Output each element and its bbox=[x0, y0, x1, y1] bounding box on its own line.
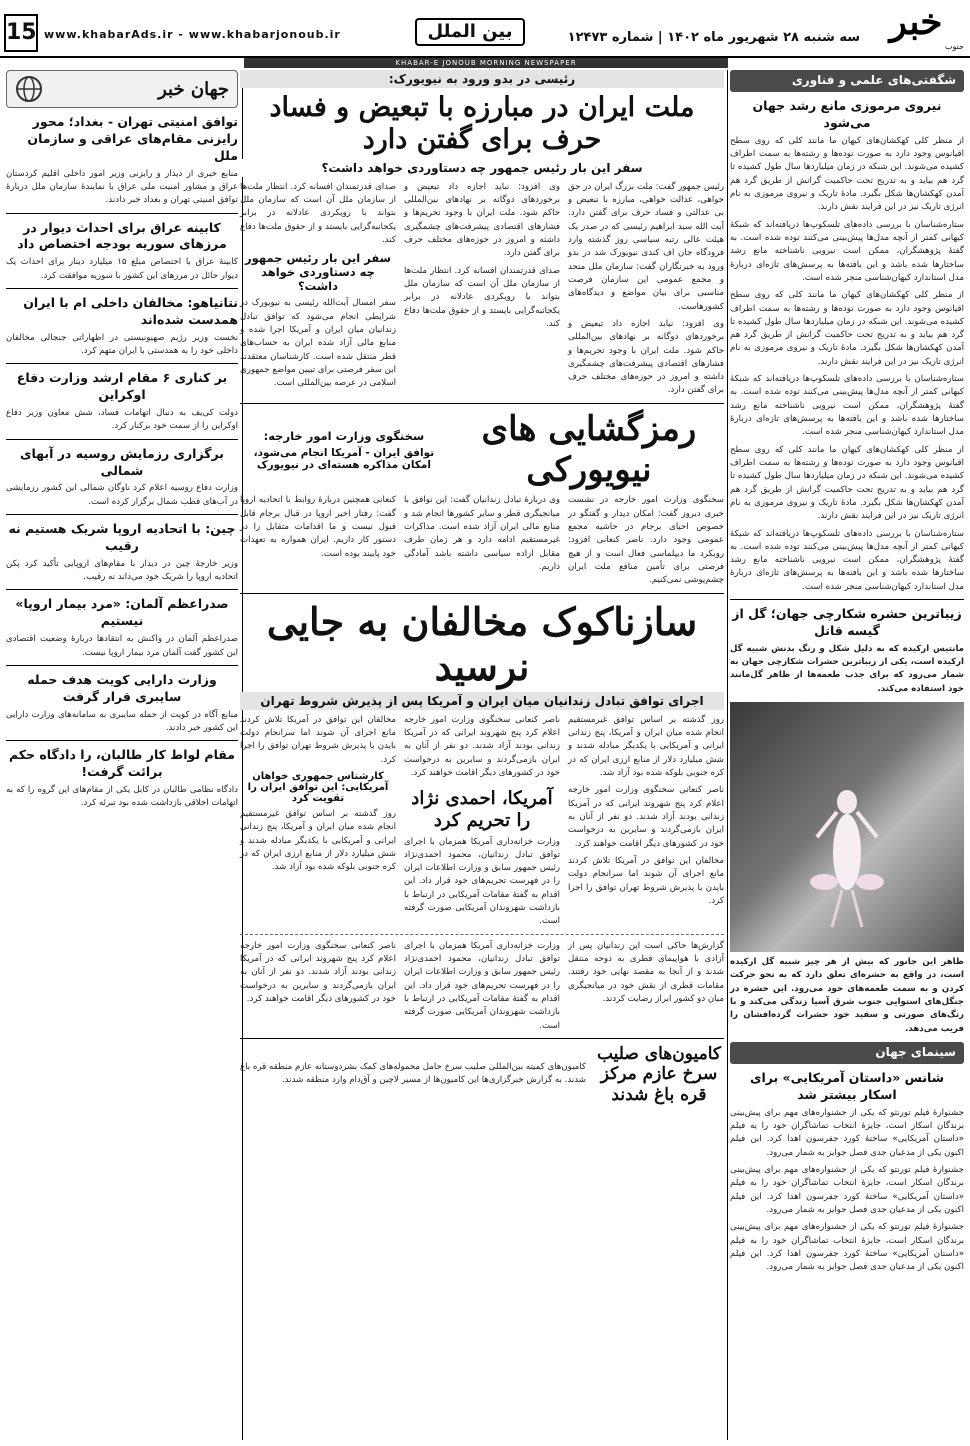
mantis-photo-caption: ظاهر این جانور که بیش از هر چیز شبیه گل ارکیده است، در واقع به حشره‌ای تعلق دارد که به نحو حرکت کردن و به سمت طعمه‌های خود می‌رود. این حشره در جنگل‌های استوایی جنوب شرق آسیا زندگی می‌کند و با رنگ‌های صورتی و سفید خود حشرات گرده‌افشان را فریب می‌دهد. bbox=[730, 957, 964, 1034]
globe-icon bbox=[15, 75, 43, 103]
science-article-body: از منظر کلی کهکشان‌های کیهان ما مانند کلی که روی سطح اقیانوس وجود دارد به صورت توده‌ها و رشته‌ها به سمت اطراف کشیده می‌شوند. این شبکه در زمان میلیاردها سال طول کشیده تا گرد هم بیاید و به تدریج تحت حاکمیت گرانش از طریق گرد هم آمدن کهکشان‌ها شکل بگیرد. مادهٔ تاریک و نیروی مرموزی به نام انرژی تاریک نیز در این فرایند نقش دارند. bbox=[730, 444, 964, 522]
world-story-title: برگزاری رزمایش روسیه در آبهای شمالی bbox=[20, 445, 224, 478]
lead-body: سفر امسال آیت‌الله رئیسی به نیویورک در شرایطی انجام می‌شود که توافق تبادل زندانیان میان ایران و آمریکا اجرا شده و منابع مالی آزاد شده ایران به حساب‌های قطر منتقل شده است. کارشناسان معتقدند این سفر فرصتی برای تبیین مواضع جمهوری اسلامی در عرصه بین‌المللی است. bbox=[240, 298, 396, 389]
story3-body: مخالفان این توافق در آمریکا تلاش کردند مانع اجرای آن شوند اما سرانجام دولت بایدن با پذیرش شروط تهران توافق را اجرا کرد. bbox=[240, 714, 396, 765]
english-ribbon: KHABAR-E JONOUB MORNING NEWSPAPER bbox=[244, 58, 728, 68]
mantis-article-title: زیباترین حشره شکارچی جهان؛ گل از گیسه قاتل bbox=[732, 606, 962, 638]
world-story-title: وزارت دارایی کویت هدف حمله سایبری قرار گرفت bbox=[27, 671, 217, 704]
story3-subhead: اجرای توافق تبادل زندانیان میان ایران و آمریکا پس از پذیرش شروط تهران bbox=[240, 692, 724, 710]
story4-headline: آمریکا، احمدی نژاد را تحریم کرد bbox=[411, 788, 553, 831]
story3-body: مخالفان این توافق در آمریکا تلاش کردند مانع اجرای آن شوند اما سرانجام دولت بایدن با پذیرش شروط تهران توافق را اجرا کرد. bbox=[568, 855, 724, 906]
newspaper-logo: خبر bbox=[889, 1, 943, 43]
science-article-body: ستاره‌شناسان با بررسی داده‌های تلسکوپ‌ها دریافته‌اند که شبکهٔ کیهانی کمتر از آنچه مدل‌ها پیش‌بینی می‌کنند توده شده است. به گفتهٔ پژوهشگران، ممکن است نیرویی ناشناخته مانع رشد ساختارها شده باشد و این یافته‌ها به پرسش‌های تازه‌ای دربارهٔ مدل استاندارد کیهان‌شناسی منجر شده است. bbox=[730, 219, 964, 283]
story5-body: گزارش‌ها حاکی است این زندانیان پس از آزادی با هواپیمای قطری به دوحه منتقل شدند و از آنجا به مقصد نهایی خود رفتند. مقامات قطری از نقش خود در میانجیگری میان دو کشور ابراز رضایت کردند. bbox=[568, 940, 724, 1004]
story6-headline: کامیون‌های صلیب سرخ عازم مرکز قره باغ شدند bbox=[596, 1043, 722, 1105]
story4-body: وزارت خزانه‌داری آمریکا همزمان با اجرای توافق تبادل زندانیان، محمود احمدی‌نژاد رئیس جمهور سابق و وزارت اطلاعات ایران را در فهرست تحریم‌های خود قرار داد. این اقدام به گفتهٔ مقامات آمریکایی در ارتباط با بازداشت شهروندان آمریکایی صورت گرفته است. bbox=[404, 836, 560, 927]
cinema-article-body: جشنوارهٔ فیلم تورنتو که یکی از جشنواره‌های مهم برای پیش‌بینی برندگان اسکار است، جایزهٔ انتخاب تماشاگران خود را به فیلم «داستان آمریکایی» ساختهٔ کورد جفرسون اهدا کرد. این فیلم اکنون یکی از مدعیان جدی فصل جوایز به شمار می‌رود. bbox=[730, 1107, 964, 1158]
divider bbox=[240, 934, 724, 935]
issue-date: سه شنبه ۲۸ شهریور ماه ۱۴۰۲ | شماره ۱۲۴۷۳ bbox=[567, 30, 860, 45]
world-story-title: مقام لواط کار طالبان، را دادگاه حکم برائت گرفت! bbox=[8, 747, 236, 780]
lead-kicker: رئیسی در بدو ورود به نیویورک: bbox=[240, 70, 724, 88]
cinema-article-body: جشنوارهٔ فیلم تورنتو که یکی از جشنواره‌های مهم برای پیش‌بینی برندگان اسکار است، جایزهٔ انتخاب تماشاگران خود را به فیلم «داستان آمریکایی» ساختهٔ کورد جفرسون اهدا کرد. این فیلم اکنون یکی از مدعیان جدی فصل جوایز به شمار می‌رود. bbox=[730, 1164, 964, 1215]
divider bbox=[6, 213, 238, 214]
divider bbox=[6, 589, 238, 590]
masthead bbox=[0, 0, 970, 58]
world-story-title: کابینه عراق برای احداث دیوار در مرزهای سوریه بودجه اختصاص داد bbox=[17, 219, 227, 252]
divider bbox=[240, 403, 724, 404]
story3-headline: سازناکوک مخالفان به جایی نرسید bbox=[266, 598, 698, 690]
divider bbox=[6, 363, 238, 364]
section-title: بین الملل bbox=[415, 18, 525, 46]
left-column bbox=[6, 70, 238, 1440]
story5-body: وزارت خزانه‌داری آمریکا همزمان با اجرای توافق تبادل زندانیان، محمود احمدی‌نژاد رئیس جمهور سابق و وزارت اطلاعات ایران را در فهرست تحریم‌های خود قرار داد. این اقدام به گفتهٔ مقامات آمریکایی در ارتباط با بازداشت شهروندان آمریکایی صورت گرفته است. bbox=[404, 940, 560, 1031]
science-article-body: ستاره‌شناسان با بررسی داده‌های تلسکوپ‌ها دریافته‌اند که شبکهٔ کیهانی کمتر از آنچه مدل‌ها پیش‌بینی می‌کنند توده شده است. به گفتهٔ پژوهشگران، ممکن است نیرویی ناشناخته مانع رشد ساختارها شده باشد و این یافته‌ها به پرسش‌های تازه‌ای دربارهٔ مدل استاندارد کیهان‌شناسی منجر شده است. bbox=[730, 374, 964, 438]
lead-body: وی افزود: نباید اجازه داد تبعیض و برخوردهای دوگانه بر نهادهای بین‌المللی حاکم شود. ملت ایران با وجود تحریم‌ها و فشارهای اقتصادی پیشرفت‌های چشمگیری داشته و امروز در حوزه‌های مختلف حرف برای گفتن دارد. bbox=[404, 181, 560, 259]
lead-headline: ملت ایران در مبارزه با تبعیض و فساد حرف برای گفتن دارد bbox=[269, 92, 695, 156]
lead-inline-subhead: سفر این بار رئیس جمهور چه دستاوردی خواهد داشت؟ bbox=[245, 251, 391, 294]
lead-body: صدای قدرتمندان افسانه کرد. انتظار ملت‌ها از سازمان ملل آن است که سازمان ملل بتواند با رویکردی عادلانه در برابر یکجانبه‌گرایی بایستد و از حقوق ملت‌ها دفاع کند. bbox=[240, 181, 396, 246]
story6-body: کامیون‌های کمیته بین‌المللی صلیب سرخ حامل محموله‌های کمک بشردوستانه عازم منطقه قره باغ شدند. به گزارش خبرگزاری‌ها این کامیون‌ها از مسیر لاچین و آق‌دام وارد منطقه شدند. bbox=[240, 1062, 586, 1086]
world-story-body: وزارت دفاع روسیه اعلام کرد ناوگان شمالی این کشور رزمایشی در آب‌های قطب شمال برگزار کرده است. bbox=[6, 483, 238, 507]
divider bbox=[6, 288, 238, 289]
divider bbox=[240, 593, 724, 594]
feature-body: کنعانی همچنین دربارهٔ روابط با اتحادیه اروپا گفت: رفتار اخیر اروپا در قبال برجام قابل قبول نیست و ما اقدامات متقابل را در دستور کار داریم. ایران همواره به تعهدات خود پایبند بوده است. bbox=[240, 495, 396, 559]
cinema-article-title: شانس «داستان آمریکایی» برای اسکار بیشتر شد bbox=[749, 1069, 945, 1102]
story5-body: ناصر کنعانی سخنگوی وزارت امور خارجه اعلام کرد پنج شهروند ایرانی که در آمریکا زندانی بودند آزاد شدند. دو نفر از آنان به ایران بازمی‌گردند و سایرین به درخواست خود در کشورهای دیگر اقامت خواهند کرد. bbox=[240, 940, 396, 1004]
world-story-title: نتانیاهو: مخالفان داخلی ام با ایران همدست شده‌اند bbox=[23, 294, 238, 327]
world-story-body: کابینهٔ عراق با اختصاص مبلغ ۱۵ میلیارد دینار برای احداث یک دیوار حائل در مرزهای این کشور با سوریه موافقت کرد. bbox=[6, 257, 238, 281]
science-section-head: شگفتی‌های علمی و فناوری bbox=[730, 70, 964, 92]
world-story-title: توافق امنیتی تهران - بغداد؛ محور رایزنی مقام‌های عراقی و سازمان ملل bbox=[27, 114, 238, 163]
lead-subhead: سفر این بار رئیس جمهور چه دستاوردی خواهد داشت؟ bbox=[240, 159, 724, 177]
right-column bbox=[730, 70, 964, 1440]
story3-body: ناصر کنعانی سخنگوی وزارت امور خارجه اعلام کرد پنج شهروند ایرانی که در آمریکا زندانی بودند آزاد شدند. دو نفر از آنان به ایران بازمی‌گردند و سایرین به درخواست خود در کشورهای دیگر اقامت خواهند کرد. bbox=[404, 714, 560, 778]
story3-highlight: کارشناس جمهوری خواهان آمریکایی: این توافق ایران را تقویت کرد bbox=[247, 771, 389, 804]
mantis-photo bbox=[730, 702, 964, 952]
page-number: 15 bbox=[4, 14, 38, 52]
science-article-body: از منظر کلی کهکشان‌های کیهان ما مانند کلی که روی سطح اقیانوس وجود دارد به صورت توده‌ها و رشته‌ها به سمت اطراف کشیده می‌شوند. این شبکه در زمان میلیاردها سال طول کشیده تا گرد هم بیاید و به تدریج تحت حاکمیت گرانش از طریق گرد هم آمدن کهکشان‌ها شکل بگیرد. مادهٔ تاریک و نیروی مرموزی به نام انرژی تاریک نیز در این فرایند نقش دارند. bbox=[730, 290, 964, 367]
feature-body: وی دربارهٔ تبادل زندانیان گفت: این توافق با میانجیگری قطر و سایر کشورها انجام شد و منابع مالی ایران آزاد شده است. مذاکرات غیرمستقیم ادامه دارد و هر زمان طرف مقابل اراده سیاسی داشته باشد آمادگی داریم. bbox=[404, 495, 560, 572]
world-story-body: وزیر خارجهٔ چین در دیدار با مقام‌های اروپایی تأکید کرد پکن اتحادیه اروپا را شریک خود می‌داند نه رقیب. bbox=[6, 558, 238, 583]
world-story-body: منابع خبری از دیدار و رایزنی وزیر امور داخلی اقلیم کردستان عراق و مشاور امنیت ملی عراق با نمایندهٔ سازمان ملل دربارهٔ توافق امنیتی تهران و بغداد خبر دادند. bbox=[6, 168, 238, 206]
world-story-title: بر کناری ۶ مقام ارشد وزارت دفاع اوکراین bbox=[16, 370, 228, 403]
world-story-title: صدراعظم آلمان: «مرد بیمار اروپا» نیستیم bbox=[15, 596, 229, 629]
lead-body: وی افزود: نباید اجازه داد تبعیض و برخوردهای دوگانه بر نهادهای بین‌المللی حاکم شود. ملت ایران با وجود تحریم‌ها و فشارهای اقتصادی پیشرفت‌های چشمگیری داشته و امروز در حوزه‌های مختلف حرف برای گفتن دارد. bbox=[568, 318, 724, 396]
world-story-body: دادگاه نظامی طالبان در کابل یکی از مقام‌های این گروه را که به اتهامات اخلاقی بازداشت شده بود تبرئه کرد. bbox=[6, 784, 238, 809]
lead-body: صدای قدرتمندان افسانه کرد. انتظار ملت‌ها از سازمان ملل آن است که سازمان ملل بتواند با رویکردی عادلانه در برابر یکجانبه‌گرایی بایستد و از حقوق ملت‌ها دفاع کند. bbox=[404, 265, 560, 329]
divider bbox=[6, 740, 238, 741]
cinema-article-body: جشنوارهٔ فیلم تورنتو که یکی از جشنواره‌های مهم برای پیش‌بینی برندگان اسکار است، جایزهٔ انتخاب تماشاگران خود را به فیلم «داستان آمریکایی» ساختهٔ کورد جفرسون اهدا کرد. این فیلم اکنون یکی از مدعیان جدی فصل جوایز به شمار می‌رود. bbox=[730, 1222, 964, 1273]
world-story-body: نخست وزیر رژیم صهیونیستی در اظهاراتی جنجالی مخالفان داخلی خود را به همدستی با ایران متهم کرد. bbox=[6, 332, 238, 356]
science-article-body: از منظر کلی کهکشان‌های کیهان ما مانند کلی که روی سطح اقیانوس وجود دارد به صورت توده‌ها و رشته‌ها به سمت اطراف کشیده می‌شوند. این شبکه در زمان میلیاردها سال طول کشیده تا گرد هم بیاید و به تدریج تحت حاکمیت گرانش از طریق گرد هم آمدن کهکشان‌ها شکل بگیرد. مادهٔ تاریک و نیروی مرموزی به نام انرژی تاریک نیز در این فرایند نقش دارند. bbox=[730, 135, 964, 213]
story3-body: ناصر کنعانی سخنگوی وزارت امور خارجه اعلام کرد پنج شهروند ایرانی که در آمریکا زندانی بودند آزاد شدند. دو نفر از آنان به ایران بازمی‌گردند و سایرین به درخواست خود در کشورهای دیگر اقامت خواهند کرد. bbox=[568, 785, 724, 849]
world-story-body: منابع آگاه در کویت از حمله سایبری به سامانه‌های وزارت دارایی این کشور خبر دادند. bbox=[6, 709, 238, 733]
feature-kicker: سخنگوی وزارت امور خارجه: bbox=[263, 428, 425, 443]
world-story-title: چین: با اتحادیه اروپا شریک هستیم نه رقیب bbox=[8, 521, 236, 553]
divider bbox=[240, 1038, 724, 1039]
world-story-body: صدراعظم آلمان در واکنش به انتقادها دربارهٔ وضعیت اقتصادی این کشور گفت آلمان مرد بیمار اروپا نیست. bbox=[6, 634, 238, 658]
world-news-title: جهان خبر bbox=[158, 78, 229, 100]
website-link[interactable]: www.khabarAds.ir - www.khabarjonoub.ir bbox=[44, 28, 341, 41]
mantis-icon bbox=[802, 772, 892, 932]
world-story-body: دولت کی‌یف به دنبال اتهامات فساد، شش معاون وزیر دفاع اوکراین را از سمت خود برکنار کرد. bbox=[6, 408, 238, 432]
lead-body: رئیس جمهور گفت: ملت بزرگ ایران در حق خواهی، عدالت خواهی، مبارزه با تبعیض و بی عدالتی و فساد حرف برای گفتن دارد. آیت الله سید ابراهیم رئیسی که در صدر یک هیئت عالی رتبه سیاسی روز گذشته وارد فرودگاه جان اف کندی نیویورک شد در بدو ورود به خبرنگاران گفت: سازمان ملل متحد و مجمع عمومی این سازمان فرصت مناسبی برای بیان مواضع و دیدگاه‌های کشورهاست. bbox=[568, 181, 724, 312]
feature-body: سخنگوی وزارت امور خارجه در نشست خبری دیروز گفت: امکان دیدار و گفتگو در خصوص احیای برجام در حاشیه مجمع عمومی وجود دارد. ناصر کنعانی افزود: رویکرد ما دیپلماسی فعال است و از هیچ فرصتی برای تأمین منافع ملت ایران چشم‌پوشی نمی‌کنیم. bbox=[568, 495, 724, 586]
feature-headline: رمزگشایی های نیویورکی bbox=[481, 408, 697, 490]
story3-body: روز گذشته بر اساس توافق غیرمستقیم انجام شده میان ایران و آمریکا، پنج زندانی ایرانی و آمریکایی با یکدیگر مبادله شدند و شش میلیارد دلار از منابع ارزی ایران که در کره جنوبی بلوکه شده بود آزاد شد. bbox=[240, 809, 396, 873]
logo-subtitle: جنوب bbox=[944, 42, 964, 51]
world-news-badge bbox=[6, 70, 238, 108]
divider bbox=[730, 599, 964, 600]
story3-body: روز گذشته بر اساس توافق غیرمستقیم انجام شده میان ایران و آمریکا، پنج زندانی ایرانی و آمریکایی با یکدیگر مبادله شدند و شش میلیارد دلار از منابع ارزی ایران که در کره جنوبی بلوکه شده بود آزاد شد. bbox=[568, 714, 724, 778]
feature-kicker-sub: توافق ایران - آمریکا انجام می‌شود، امکان مذاکره هسته‌ای در نیویورک bbox=[253, 446, 435, 471]
column-divider bbox=[727, 70, 728, 1440]
cinema-section-head: سینمای جهان bbox=[730, 1042, 964, 1064]
divider bbox=[6, 514, 238, 515]
divider bbox=[6, 439, 238, 440]
science-article-title: نیروی مرموزی مانع رشد جهان می‌شود bbox=[752, 98, 942, 130]
divider bbox=[6, 665, 238, 666]
mantis-article-intro: مانتیس ارکیده که به دلیل شکل و رنگ بدنش شبیه گل ارکیده است، یکی از زیباترین حشرات شکارچی جهان به شمار می‌رود که برای جذب طعمه‌ها از ظاهر گل‌مانند خود استفاده می‌کند. bbox=[730, 643, 964, 694]
center-column bbox=[240, 70, 724, 1440]
science-article-body: ستاره‌شناسان با بررسی داده‌های تلسکوپ‌ها دریافته‌اند که شبکهٔ کیهانی کمتر از آنچه مدل‌ها پیش‌بینی می‌کنند توده شده است. به گفتهٔ پژوهشگران، ممکن است نیرویی ناشناخته مانع رشد ساختارها شده باشد و این یافته‌ها به پرسش‌های تازه‌ای دربارهٔ مدل استاندارد کیهان‌شناسی منجر شده است. bbox=[730, 528, 964, 592]
